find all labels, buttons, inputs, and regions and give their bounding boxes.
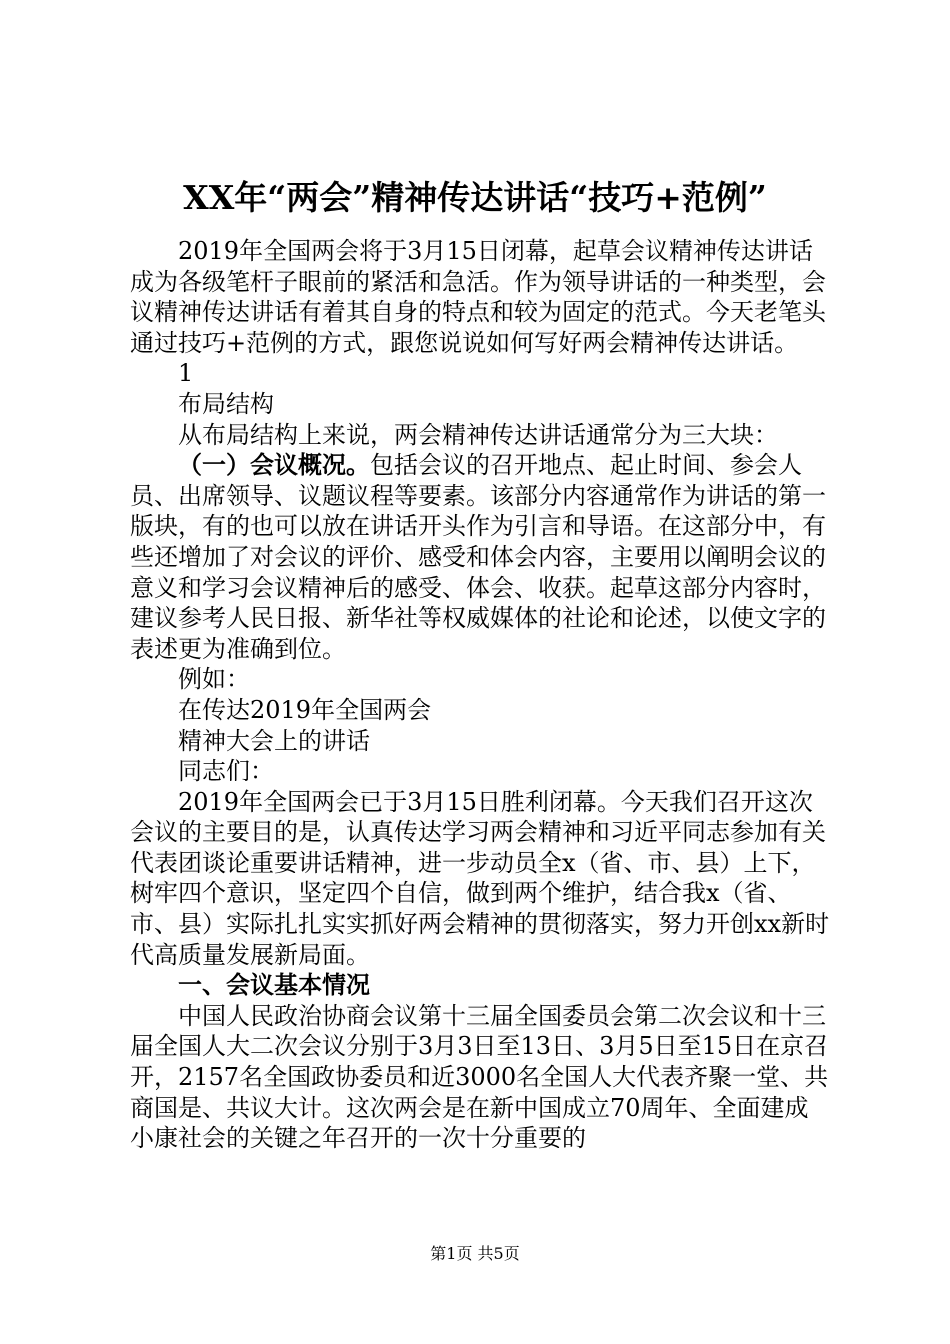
salutation: 同志们： xyxy=(178,757,274,786)
example-label: 例如： xyxy=(178,665,250,694)
speech-opening-paragraph: 2019年全国两会已于3月15日胜利闭幕。今天我们召开这次会议的主要目的是，认真传达学习两会精神和习近平同志参加有关代表团谈论重要讲话精神，进一步动员全x（省、市、县）上下，树牢四个意识，坚定四个自信，做到两个维护，结合我x（省、市、县）实际扎扎实实抓好两会精神的贯彻落实，努力开创xx新时代高质量发展新局面。 xyxy=(130,787,830,969)
page-footer: 第1页 共5页 xyxy=(430,1244,520,1263)
intro-paragraph: 2019年全国两会将于3月15日闭幕，起草会议精神传达讲话成为各级笔杆子眼前的紧活和急活。作为领导讲话的一种类型，会议精神传达讲话有着其自身的特点和较为固定的范式。今天老笔头通过技巧+范例的方式，跟您说说如何写好两会精神传达讲话。 xyxy=(130,237,826,357)
document-body xyxy=(130,236,830,1154)
speech-title-line-2: 精神大会上的讲话 xyxy=(178,726,370,755)
part1-paragraph xyxy=(130,450,830,664)
section1-heading: 一、会议基本情况 xyxy=(178,970,370,1000)
speech-title-line-1: 在传达2019年全国两会 xyxy=(178,695,432,724)
part1-text: 包括会议的召开地点、起止时间、参会人员、出席领导、议题议程等要素。该部分内容通常作为讲话的第一版块，有的也可以放在讲话开头作为引言和导语。在这部分中，有些还增加了对会议的评价、感受和体会内容，主要用以阐明会议的意义和学习会议精神后的感受、体会、收获。起草这部分内容时，建议参考人民日报、新华社等权威媒体的社论和论述，以使文字的表述更为准确到位。 xyxy=(130,451,826,663)
document-title: XX年“两会”精神传达讲话“技巧+范例” xyxy=(183,178,767,217)
section1-paragraph: 中国人民政治协商会议第十三届全国委员会第二次会议和十三届全国人大二次会议分别于3月3日至13日、3月5日至15日在京召开，2157名全国政协委员和近3000名全国人大代表齐聚一堂、共商国是、共议大计。这次两会是在新中国成立70周年、全面建成小康社会的关键之年召开的一次十分重要的 xyxy=(130,1001,829,1153)
layout-heading: 布局结构 xyxy=(178,389,274,418)
section-number: 1 xyxy=(178,359,194,388)
part1-label: （一）会议概况。 xyxy=(178,450,370,480)
layout-intro-paragraph: 从布局结构上来说，两会精神传达讲话通常分为三大块： xyxy=(178,420,778,449)
